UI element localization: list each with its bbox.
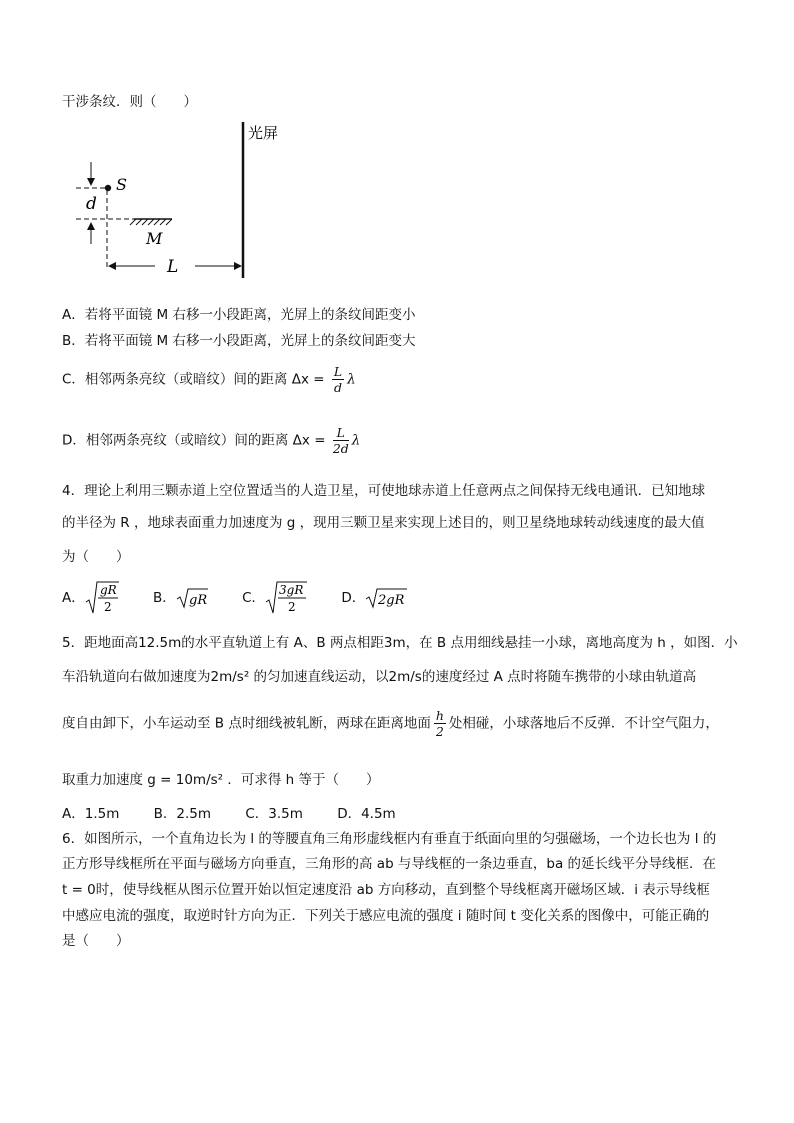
source-point: [105, 185, 111, 191]
q3-figure: [60, 118, 300, 288]
q6-line-2: 正方形导线框所在平面与磁场方向垂直，三角形的高 ab 与导线框的一条边垂直，ba 的延长线平分导线框．在: [62, 856, 717, 872]
svg-text:gR: gR: [99, 583, 117, 597]
q4-option-b: B． gR: [153, 590, 207, 608]
q3-option-d: D．相邻两条亮纹（或暗纹）间的距离 Δx = $\frac{L}{2d}$ λ: [62, 425, 361, 456]
q6-line-4: 中感应电流的强度，取逆时针方向为正．下列关于感应电流的强度 i 随时间 t 变化关系的图像中，可能正确的: [62, 908, 710, 924]
q5-h-half-fraction: $\frac{h}{2}$: [435, 708, 444, 739]
l-label: L: [167, 257, 179, 277]
q3-option-d-fraction: $\frac{L}{2d}$: [332, 425, 349, 456]
svg-text:gR: gR: [188, 593, 207, 608]
svg-text:2: 2: [103, 600, 112, 614]
q6-line-3: t = 0时，使导线框从图示位置开始以恒定速度沿 ab 方向移动，直到整个导线框离开磁场区域．i 表示导线框: [62, 882, 710, 898]
screen-label: 光屏: [248, 124, 279, 142]
q5-option-d: D．4.5m: [337, 806, 396, 822]
svg-text:2gR: 2gR: [378, 593, 405, 608]
q5-line-1: 5．距地面高12.5m的水平直轨道上有 A、B 两点相距3m，在 B 点用细线悬挂一小球，离地高度为 h ，如图．小: [62, 635, 738, 651]
q3-intro: 干涉条纹．则（ ）: [62, 94, 197, 110]
q3-option-b: B．若将平面镜 M 右移一小段距离，光屏上的条纹间距变大: [62, 333, 416, 349]
s-label: S: [116, 175, 127, 194]
q5-option-b: B．2.5m: [153, 806, 212, 822]
q4-line-1: 4．理论上利用三颗赤道上空位置适当的人造卫星，可使地球赤道上任意两点之间保持无线电通讯．已知地球: [62, 483, 706, 499]
q4-option-c: C． 3gR 2: [242, 580, 307, 616]
q4-option-d: D． 2gR: [341, 586, 407, 609]
q6-line-1: 6．如图所示，一个直角边长为 l 的等腰直角三角形虚线框内有垂直于纸面向里的匀强磁场，一个边长也为 l 的: [62, 831, 717, 847]
q3-option-d-text: D．相邻两条亮纹（或暗纹）间的距离 Δx =: [62, 432, 326, 449]
q4-line-3: 为（ ）: [62, 549, 130, 565]
q5-option-a: A．1.5m: [62, 806, 120, 822]
svg-text:3gR: 3gR: [279, 583, 304, 597]
q3-option-c-fraction: $\frac{L}{d}$: [333, 364, 343, 395]
q3-option-a: A．若将平面镜 M 右移一小段距离，光屏上的条纹间距变小: [62, 307, 416, 323]
svg-text:2: 2: [288, 600, 296, 614]
q3-option-c: C．相邻两条亮纹（或暗纹）间的距离 Δx = $\frac{L}{d}$ λ: [62, 364, 356, 395]
q4-options: [62, 580, 437, 616]
q5-line-3: 度自由卸下，小车运动至 B 点时细线被轧断，两球在距离地面 $\frac{h}{2}$ 处相碰，小球落地后不反弹．不计空气阻力，: [62, 708, 719, 739]
m-label: M: [146, 229, 163, 248]
q5-option-c: C．3.5m: [245, 806, 303, 822]
q5-line-2: 车沿轨道向右做加速度为2m/s² 的匀加速直线运动，以2m/s的速度经过 A 点时将随车携带的小球由轨道高: [62, 669, 697, 685]
q5-options: [62, 802, 426, 822]
q5-line-4: 取重力加速度 g = 10m/s² ．可求得 h 等于（ ）: [62, 772, 380, 788]
q4-option-a: A． gR 2: [62, 580, 119, 616]
d-label: d: [86, 194, 97, 214]
q6-line-5: 是（ ）: [62, 933, 130, 949]
q3-option-c-text: C．相邻两条亮纹（或暗纹）间的距离 Δx =: [62, 371, 325, 388]
q4-line-2: 的半径为 R ，地球表面重力加速度为 g ，现用三颗卫星来实现上述目的，则卫星绕地球转动线速度的最大值: [62, 515, 705, 531]
